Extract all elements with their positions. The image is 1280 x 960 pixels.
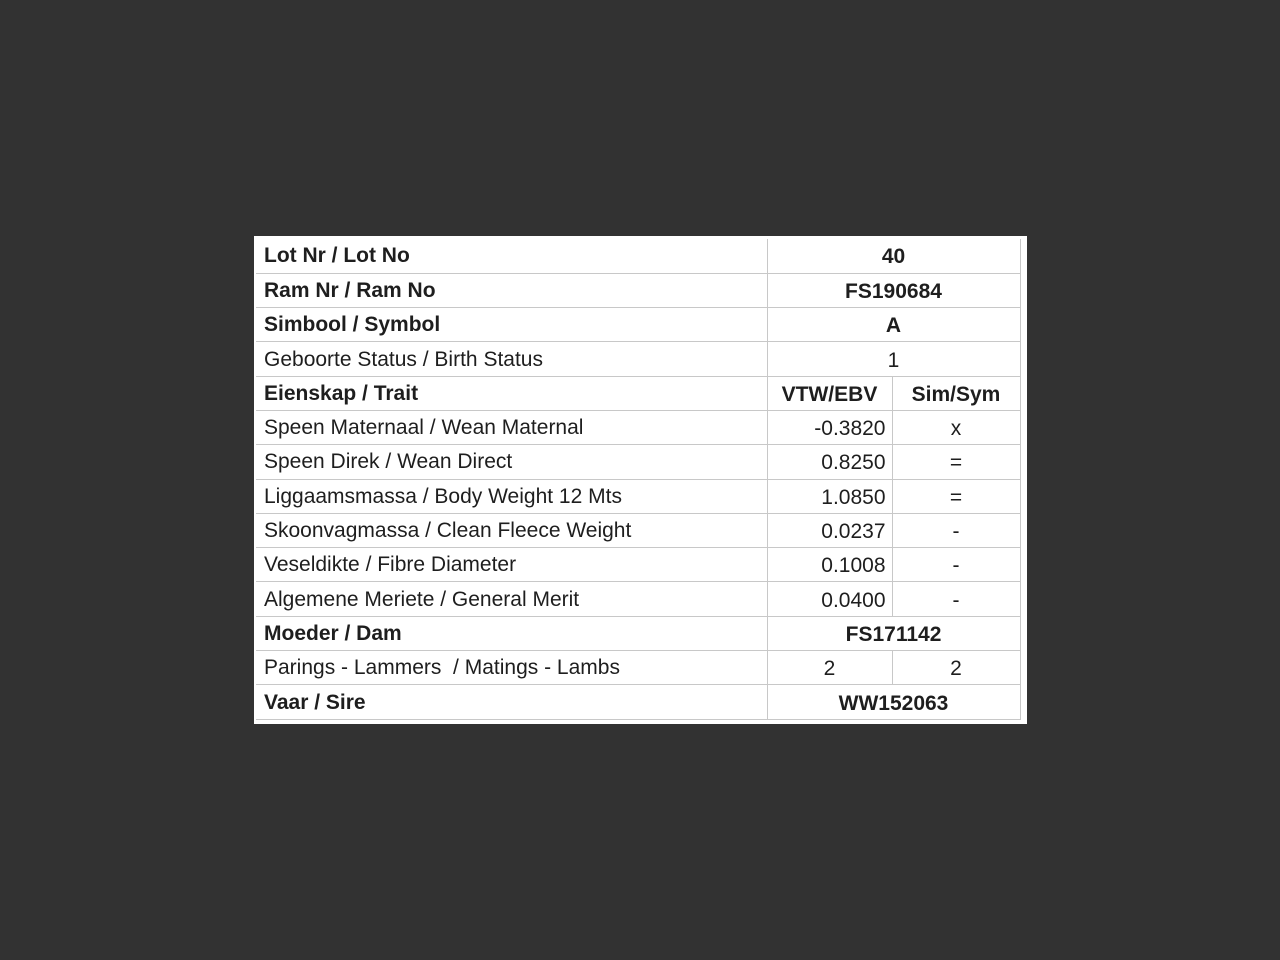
trait-label: Skoonvagmassa / Clean Fleece Weight bbox=[256, 513, 767, 547]
sym-column-header: Sim/Sym bbox=[892, 376, 1020, 410]
traits-header-row bbox=[256, 376, 1020, 410]
sire-value: WW152063 bbox=[767, 685, 1020, 719]
trait-sym: - bbox=[892, 548, 1020, 582]
trait-ebv: 0.0400 bbox=[767, 582, 892, 616]
ram-info-card bbox=[254, 236, 1027, 724]
ram-row bbox=[256, 273, 1020, 307]
ram-label: Ram Nr / Ram No bbox=[256, 273, 767, 307]
trait-row bbox=[256, 513, 1020, 547]
trait-sym: - bbox=[892, 513, 1020, 547]
dam-label: Moeder / Dam bbox=[256, 616, 767, 650]
birth-status-value: 1 bbox=[767, 342, 1020, 376]
sire-row bbox=[256, 685, 1020, 719]
trait-sym: = bbox=[892, 479, 1020, 513]
trait-label: Speen Maternaal / Wean Maternal bbox=[256, 410, 767, 444]
birth-status-label: Geboorte Status / Birth Status bbox=[256, 342, 767, 376]
trait-row bbox=[256, 548, 1020, 582]
trait-sym: x bbox=[892, 410, 1020, 444]
symbol-row bbox=[256, 308, 1020, 342]
trait-label: Speen Direk / Wean Direct bbox=[256, 445, 767, 479]
birth-status-row bbox=[256, 342, 1020, 376]
sire-label: Vaar / Sire bbox=[256, 685, 767, 719]
ebv-column-header: VTW/EBV bbox=[767, 376, 892, 410]
lambs-count: 2 bbox=[892, 651, 1020, 685]
trait-sym: = bbox=[892, 445, 1020, 479]
trait-ebv: -0.3820 bbox=[767, 410, 892, 444]
trait-label: Veseldikte / Fibre Diameter bbox=[256, 548, 767, 582]
dam-value: FS171142 bbox=[767, 616, 1020, 650]
trait-row bbox=[256, 479, 1020, 513]
trait-row bbox=[256, 410, 1020, 444]
lot-row bbox=[256, 239, 1020, 273]
traits-header-label: Eienskap / Trait bbox=[256, 376, 767, 410]
lot-label: Lot Nr / Lot No bbox=[256, 239, 767, 273]
trait-row bbox=[256, 445, 1020, 479]
lot-value: 40 bbox=[767, 239, 1020, 273]
trait-label: Algemene Meriete / General Merit bbox=[256, 582, 767, 616]
trait-ebv: 1.0850 bbox=[767, 479, 892, 513]
trait-row bbox=[256, 582, 1020, 616]
trait-ebv: 0.1008 bbox=[767, 548, 892, 582]
matings-row bbox=[256, 651, 1020, 685]
trait-label: Liggaamsmassa / Body Weight 12 Mts bbox=[256, 479, 767, 513]
trait-ebv: 0.8250 bbox=[767, 445, 892, 479]
trait-sym: - bbox=[892, 582, 1020, 616]
matings-count: 2 bbox=[767, 651, 892, 685]
ram-info-table bbox=[256, 239, 1021, 720]
symbol-label: Simbool / Symbol bbox=[256, 308, 767, 342]
matings-label: Parings - Lammers / Matings - Lambs bbox=[256, 651, 767, 685]
dam-row bbox=[256, 616, 1020, 650]
symbol-value: A bbox=[767, 308, 1020, 342]
trait-ebv: 0.0237 bbox=[767, 513, 892, 547]
ram-value: FS190684 bbox=[767, 273, 1020, 307]
